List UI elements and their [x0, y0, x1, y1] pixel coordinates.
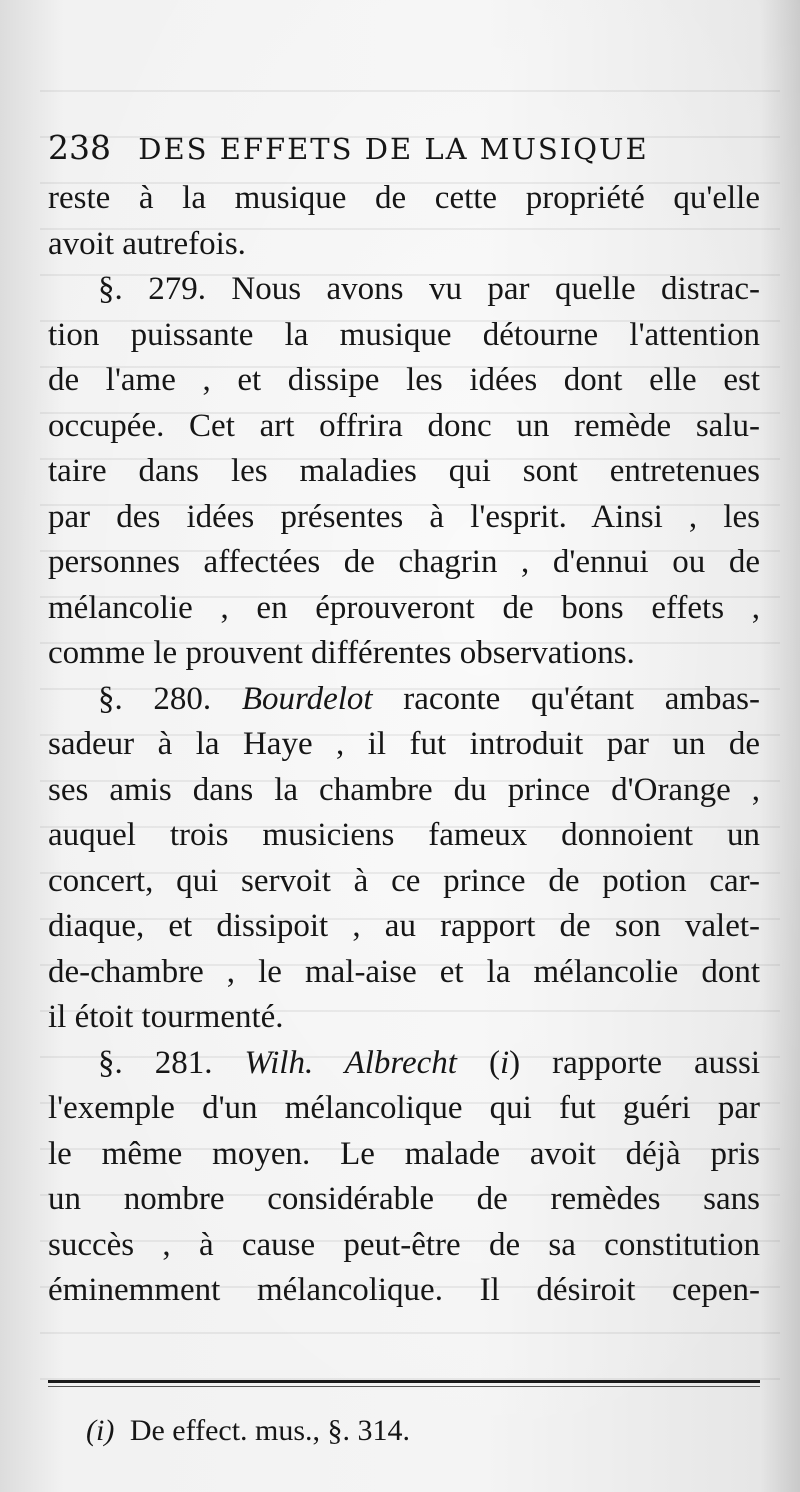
- footnote-mark: (i): [86, 1414, 115, 1447]
- main-text: [48, 176, 760, 1314]
- text-line: ses amis dans la chambre du prince d'Orange ,: [48, 771, 760, 808]
- text-line: éminemment mélancolique. Il désiroit cepen-: [48, 1272, 760, 1308]
- text-line: personnes affectées de chagrin , d'ennui ou de: [48, 544, 760, 580]
- text-line: [48, 1041, 760, 1087]
- text-line: de l'ame , et dissipe les idées dont elle est: [48, 362, 760, 398]
- page-number: 238: [48, 128, 111, 167]
- line-remainder: ) rapporte aussi: [509, 1044, 760, 1081]
- text-line: avoit autrefois.: [48, 225, 246, 262]
- text-line: §. 279. Nous avons vu par quelle distrac-: [98, 271, 760, 307]
- line-remainder: raconte qu'étant ambas-: [372, 680, 760, 717]
- footnote-ref: i: [499, 1044, 510, 1081]
- text-line: l'exemple d'un mélancolique qui fut guéri par: [48, 1090, 760, 1126]
- text-line: taire dans les maladies qui sont entretenues: [48, 453, 760, 489]
- text-line: mélancolie , en éprouveront de bons effets ,: [48, 589, 760, 626]
- text-line: succès , à cause peut-être de sa constitution: [48, 1226, 760, 1263]
- text-line: il étoit tourmenté.: [48, 999, 284, 1035]
- text-line: concert, qui servoit à ce prince de potion car-: [48, 862, 760, 899]
- footnote-rule-thin: [48, 1386, 760, 1387]
- text-line: [48, 677, 760, 723]
- cited-author: Bourdelot: [241, 680, 373, 717]
- text-line: de-chambre , le mal-aise et la mélancolie dont: [48, 953, 760, 990]
- text-line: diaque, et dissipoit , au rapport de son valet-: [48, 908, 760, 944]
- text-line: sadeur à la Haye , il fut introduit par un de: [48, 726, 760, 762]
- text-line: le même moyen. Le malade avoit déjà pris: [48, 1135, 760, 1172]
- text-line: un nombre considérable de remèdes sans: [48, 1181, 760, 1217]
- text-line: reste à la musique de cette propriété qu'elle: [48, 180, 760, 216]
- section-number: §. 281.: [98, 1044, 245, 1081]
- text-line: auquel trois musiciens fameux donnoient un: [48, 817, 760, 853]
- footnote: [86, 1414, 746, 1448]
- text-line: par des idées présentes à l'esprit. Ainsi , les: [48, 498, 760, 535]
- text-line: comme le prouvent différentes observations.: [48, 635, 635, 671]
- running-title: DES EFFETS DE LA MUSIQUE: [138, 132, 649, 166]
- section-number: §. 280.: [98, 680, 242, 717]
- text-line: tion puissante la musique détourne l'attention: [48, 316, 760, 353]
- cited-author: Wilh. Albrecht: [244, 1044, 457, 1081]
- paren-open: (: [456, 1044, 500, 1081]
- footnote-rule: [48, 1380, 760, 1383]
- text-line: occupée. Cet art offrira donc un remède salu-: [48, 407, 760, 444]
- footnote-text: De effect. mus., §. 314.: [129, 1414, 411, 1447]
- running-header: [48, 128, 768, 168]
